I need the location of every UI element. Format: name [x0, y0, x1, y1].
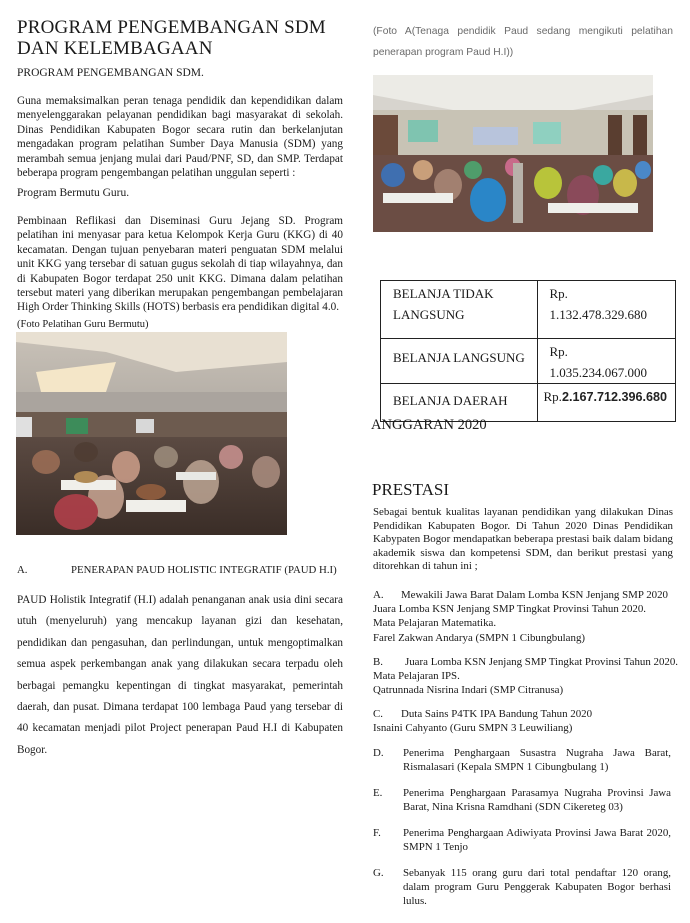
training-hall-image: [16, 332, 287, 535]
prestasi-item-a: [373, 588, 683, 645]
budget-caption: ANGGARAN 2020: [371, 417, 487, 433]
section-a-label: A.: [17, 564, 28, 576]
item-label: G.: [373, 867, 384, 879]
item-line: Isnaini Cahyanto (Guru SMPN 3 Leuwiliang): [373, 722, 573, 735]
program-paragraph: Pembinaan Reflikasi dan Diseminasi Guru Jejang SD. Program pelatihan ini menyasar para ketua Kelompok Kerja Guru (KKG) di 40 kecamatan. Dengan tujuan penyebaran materi penguatan SDM melalui unit KKG yang tersebar di satuan gugus sekolah di tiap wilayahnya, dan di Kabupaten Bogor terdapat 250 unit KKG. Dimana dalam pelatihan tersebut materi yang diberikan merupakan pengembangan pembelajaran High Order Thinking Skills (HOTS) berbasis era pendidikan digital 4.0.: [17, 215, 343, 314]
item-line: Mata Pelajaran Matematika.: [373, 617, 497, 630]
prestasi-title: PRESTASI: [372, 480, 450, 499]
budget-table: [380, 280, 676, 422]
prestasi-item-e: [373, 786, 671, 814]
section-subtitle: PROGRAM PENGEMBANGAN SDM.: [17, 67, 204, 79]
item-text: Penerima Penghargaan Susastra Nugraha Jawa Barat, Rismalasari (Kepala SMPN 1 Cibungbulang 1): [403, 747, 671, 774]
item-line: Juara Lomba KSN Jenjang SMP Tingkat Provinsi Tahun 2020.: [405, 656, 679, 668]
budget-value-cell: [537, 384, 675, 422]
photo-caption-left: (Foto Pelatihan Guru Bermutu): [17, 319, 149, 330]
item-line: Juara Lomba KSN Jenjang SMP Tingkat Provinsi Tahun 2020.: [373, 603, 647, 616]
budget-value: 2.167.712.396.680: [561, 390, 667, 404]
budget-value: Rp. 1.035.234.067.000: [537, 339, 675, 384]
budget-row: [381, 384, 676, 422]
program-heading: Program Bermutu Guru.: [17, 187, 130, 199]
item-line: Qatrunnada Nisrina Indari (SMP Citranusa): [373, 684, 564, 697]
section-a-heading: [17, 563, 347, 577]
prestasi-intro: Sebagai bentuk kualitas layanan pendidikan yang dilakukan Dinas Pendidikan Kabupaten Bogor. Di Tahun 2020 Dinas Pendidikan Kabypaten Bogor mendapatkan beberapa prestasi baik dalam bidang akademik siswa dan kompetensi SDM, dan berikut prestasi yang ditorehkan di tahun ini ;: [373, 506, 673, 573]
item-label: F.: [373, 827, 381, 839]
item-line: Duta Sains P4TK IPA Bandung Tahun 2020: [401, 708, 593, 720]
prestasi-item-b: [373, 655, 683, 698]
budget-row: [381, 339, 676, 384]
item-label: C.: [373, 708, 383, 720]
budget-label: BELANJA TIDAK LANGSUNG: [381, 281, 538, 339]
prestasi-item-c: [373, 707, 683, 735]
budget-row: [381, 281, 676, 339]
paud-training-image: [373, 75, 653, 232]
budget-value-prefix: Rp.: [543, 389, 562, 404]
budget-label: BELANJA DAERAH: [381, 384, 538, 422]
prestasi-item-d: [373, 746, 671, 774]
item-label: D.: [373, 747, 384, 759]
page-title-line-1: PROGRAM PENGEMBANGAN SDM: [17, 17, 326, 38]
page-title-line-2: DAN KELEMBAGAAN: [17, 38, 213, 59]
section-a-title: PENERAPAN PAUD HOLISTIC INTEGRATIF (PAUD H.I): [71, 564, 337, 576]
item-line: Mewakili Jawa Barat Dalam Lomba KSN Jenjang SMP 2020: [401, 589, 668, 601]
page-title: [17, 17, 347, 59]
item-text: Sebanyak 115 orang guru dari total pendaftar 120 orang, dalam program Guru Penggerak Kabupaten Bogor berhasi lulus.: [403, 867, 671, 908]
item-label: B.: [373, 656, 383, 668]
paud-photo: [373, 75, 653, 232]
budget-value: Rp. 1.132.478.329.680: [537, 281, 675, 339]
training-photo: [16, 332, 287, 535]
item-text: Penerima Penghargaan Adiwiyata Provinsi Jawa Barat 2020, SMPN 1 Tenjo: [403, 827, 671, 854]
prestasi-item-f: [373, 826, 671, 854]
photo-caption-right: (Foto A(Tenaga pendidik Paud sedang mengikuti pelatihan penerapan program Paud H.I)): [373, 26, 673, 58]
section-a-paragraph: PAUD Holistik Integratif (H.I) adalah penanganan anak usia dini secara utuh (menyeluruh) yang mencakup layanan gizi dan kesehatan, pendidikan dan pengasuhan, dan perlindungan, untuk mengoptimalkan semua aspek perkembangan anak yang dilakukan secara terpadu oleh berbagai pemangku kepentingan di tingkat masyarakat, pemerintah daerah, dan pusat. Dimana terdapat 100 lembaga Paud yang tersebar di 40 kecamatan menjadi pilot Project penerapan Paud H.I di Kabupaten Bogor.: [17, 594, 343, 756]
item-line: Farel Zakwan Andarya (SMPN 1 Cibungbulang): [373, 631, 586, 644]
item-line: Mata Pelajaran IPS.: [373, 670, 460, 683]
item-label: E.: [373, 787, 383, 799]
budget-label: BELANJA LANGSUNG: [381, 339, 538, 384]
item-text: Penerima Penghargaan Parasamya Nugraha Provinsi Jawa Barat, Nina Krisna Ramdhani (SDN Cikereteg 03): [403, 787, 671, 814]
prestasi-item-g: [373, 866, 671, 909]
intro-paragraph: Guna memaksimalkan peran tenaga pendidik dan kependidikan dalam menyelenggarakan pelayanan pendidikan bagi masyarakat di sekolah. Dinas Pendidikan Kabupaten Bogor secara rutin dan berkelanjutan mengadakan program pelatihan Sumber Daya Manusia (SDM) yang merambah semua jenjang mulai dari Paud/PNF, SD, dan SMP. Terdapat beberapa program pengembangan pelatihan unggulan seperti :: [17, 95, 343, 180]
item-label: A.: [373, 589, 384, 601]
